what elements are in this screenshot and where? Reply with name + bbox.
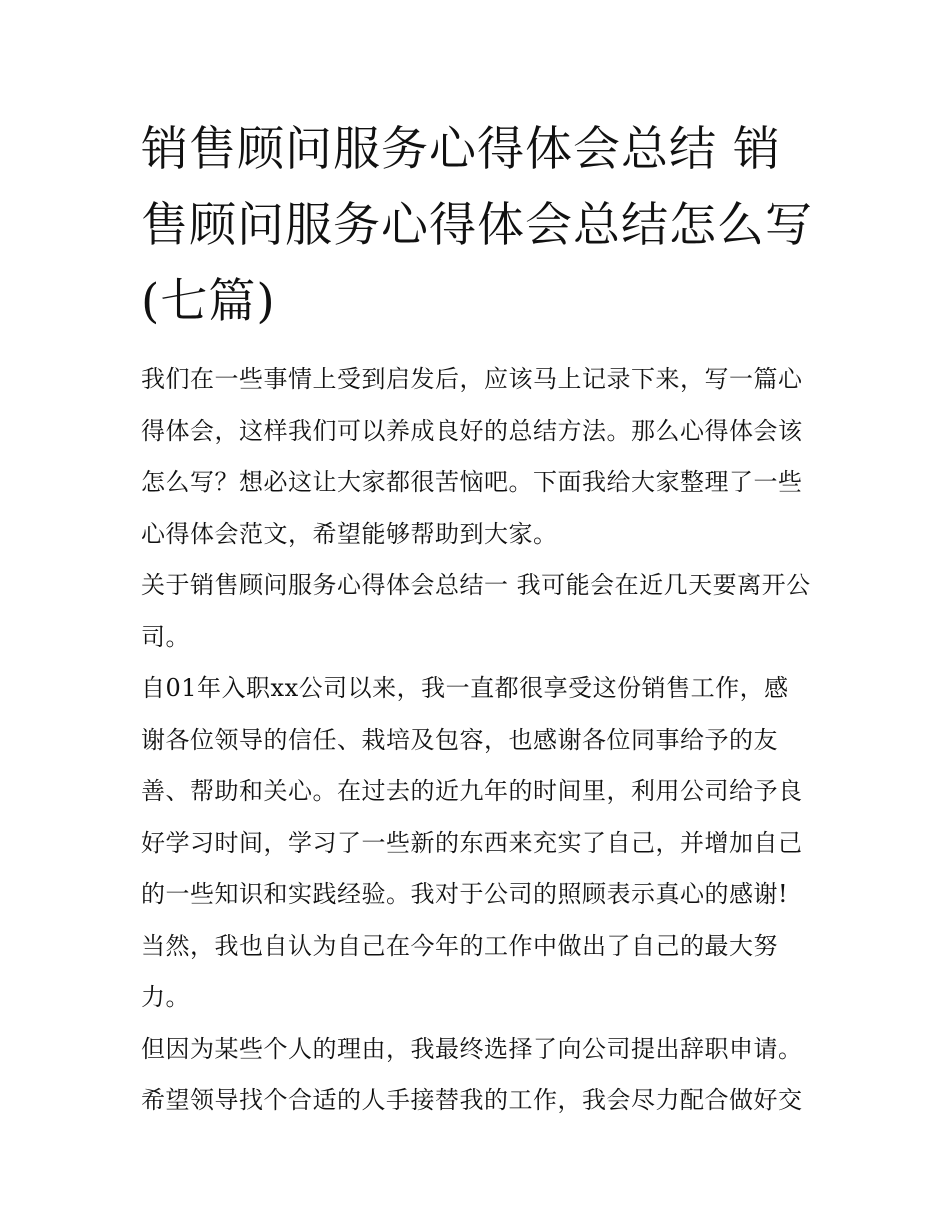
paragraph-section-one: 关于销售顾问服务心得体会总结一 我可能会在近几天要离开公司。 bbox=[141, 571, 811, 651]
document-page bbox=[141, 112, 813, 1127]
document-body bbox=[141, 354, 813, 1127]
paragraph-handover: 希望领导找个合适的人手接替我的工作，我会尽力配合做好交 bbox=[141, 1086, 803, 1114]
paragraph-intro: 我们在一些事情上受到启发后，应该马上记录下来，写一篇心得体会，这样我们可以养成良好的总结方法。那么心得体会该怎么写？想必这让大家都很苦恼吧。下面我给大家整理了一些心得体会范文，希望能够帮助到大家。 bbox=[141, 365, 803, 548]
paragraph-effort: 当然，我也自认为自己在今年的工作中做出了自己的最大努力。 bbox=[141, 931, 778, 1011]
document-title: 销售顾问服务心得体会总结 销售顾问服务心得体会总结怎么写(七篇) bbox=[141, 122, 813, 329]
paragraph-gratitude: 自01年入职xx公司以来，我一直都很享受这份销售工作，感谢各位领导的信任、栽培及包容，也感谢各位同事给予的友善、帮助和关心。在过去的近九年的时间里，利用公司给予良好学习时间，学习了一些新的东西来充实了自己，并增加自己的一些知识和实践经验。我对于公司的照顾表示真心的感谢! bbox=[141, 674, 803, 908]
paragraph-resignation: 但因为某些个人的理由，我最终选择了向公司提出辞职申请。 bbox=[141, 1034, 803, 1063]
